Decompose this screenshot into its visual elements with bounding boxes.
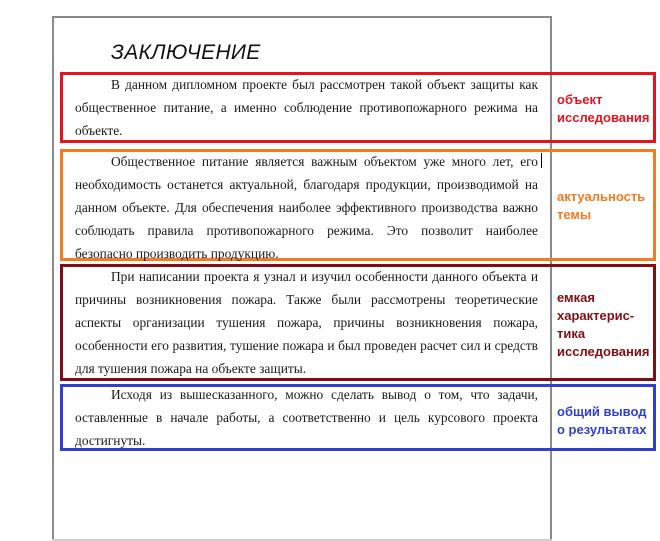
paragraph-conclusion[interactable]: Исходя из вышесказанного, можно сделать вывод о том, что задачи, оставленные в начале работы, а соответственно и цель курсового проекта достигнуты. [75, 387, 538, 448]
paragraph-research-summary[interactable]: При написании проекта я узнал и изучил особенности данного объекта и причины возникновения пожара. Также были рассмотрены теоретические аспекты организации тушения пожара, причины возникновения пожара, особенности его развития, тушение пожара и был проведен расчет сил и средств для тушения пожара на объекте защиты. [75, 269, 538, 376]
annotation-conclusion: общий вывод о результатах [557, 404, 647, 437]
text-cursor [541, 153, 542, 168]
page-title: ЗАКЛЮЧЕНИЕ [111, 41, 261, 64]
annotation-research-summary: емкая характерис-тика исследования [557, 290, 650, 359]
annotation-research-object: объект исследования [557, 92, 650, 125]
annotation-relevance: актуальность темы [557, 189, 646, 222]
paragraph-research-object[interactable]: В данном дипломном проекте был рассмотрен такой объект защиты как общественное питание, а именно соблюдение противопожарного режима на объекте. [75, 77, 538, 138]
paragraph-relevance[interactable]: Общественное питание является важным объектом уже много лет, его необходимость останется актуальной, благодаря продукции, производимой на данном объекте. Для обеспечения наиболее эффективного производства важно соблюдать правила противопожарного режима. Это позволит наиболее безопасно производить продукцию. [75, 154, 538, 261]
